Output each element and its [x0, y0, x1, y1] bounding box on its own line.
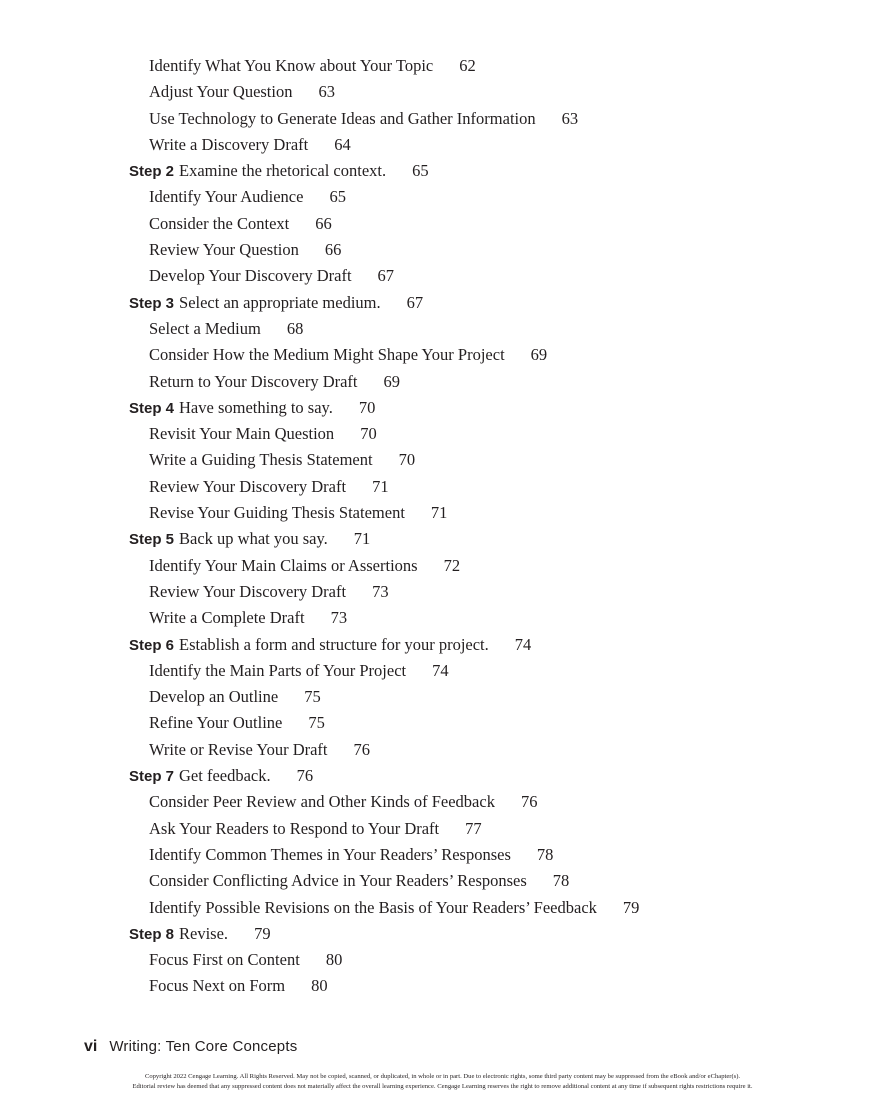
toc-entry [0, 710, 885, 736]
toc-entry [0, 684, 885, 710]
entry-title: Select an appropriate medium. [179, 292, 381, 312]
toc-entry [0, 553, 885, 579]
step-label: Step 6 [129, 636, 175, 654]
entry-title: Identify Your Main Claims or Assertions [149, 555, 418, 575]
toc-entry [0, 500, 885, 526]
table-of-contents [0, 53, 885, 1000]
toc-entry [0, 342, 885, 368]
entry-title: Select a Medium [149, 318, 261, 338]
entry-page-number: 79 [254, 923, 271, 943]
toc-entry [0, 184, 885, 210]
toc-step-entry [0, 395, 885, 421]
entry-page-number: 80 [311, 976, 328, 996]
toc-entry [0, 421, 885, 447]
entry-page-number: 65 [329, 187, 346, 207]
entry-page-number: 71 [430, 503, 448, 523]
entry-title: Identify Your Audience [149, 187, 304, 207]
toc-entry [0, 53, 885, 79]
entry-page-number: 75 [304, 687, 321, 707]
entry-title: Refine Your Outline [149, 713, 283, 733]
entry-page-number: 66 [315, 213, 332, 233]
entry-title: Revise. [179, 923, 229, 943]
toc-entry [0, 316, 885, 342]
entry-title: Get feedback. [179, 766, 271, 786]
page-footer [84, 1038, 297, 1056]
toc-entry [0, 132, 885, 158]
book-title: Writing: Ten Core Concepts [109, 1038, 298, 1055]
entry-page-number: 73 [330, 608, 348, 628]
entry-page-number: 64 [334, 134, 351, 154]
toc-entry [0, 737, 885, 763]
entry-page-number: 71 [353, 529, 371, 549]
entry-title: Back up what you say. [179, 529, 328, 549]
entry-page-number: 74 [514, 634, 532, 654]
step-label: Step 2 [129, 163, 175, 181]
entry-page-number: 76 [296, 766, 314, 786]
entry-page-number: 70 [358, 397, 376, 417]
entry-title: Write a Complete Draft [149, 608, 305, 628]
entry-page-number: 69 [383, 371, 401, 391]
entry-title: Return to Your Discovery Draft [149, 371, 358, 391]
entry-page-number: 76 [353, 739, 371, 759]
step-label: Step 5 [129, 531, 175, 549]
toc-entry [0, 106, 885, 132]
step-label: Step 3 [129, 294, 175, 312]
entry-page-number: 68 [286, 318, 304, 338]
toc-step-entry [0, 632, 885, 658]
step-label: Step 7 [129, 768, 175, 786]
step-label: Step 8 [129, 925, 175, 943]
entry-title: Review Your Discovery Draft [149, 581, 347, 601]
entry-page-number: 63 [561, 108, 579, 128]
entry-page-number: 79 [622, 897, 640, 917]
copyright-notice [0, 1072, 885, 1091]
entry-page-number: 78 [552, 871, 570, 891]
copyright-line: Copyright 2022 Cengage Learning. All Rights Reserved. May not be copied, scanned, or duplicated, in whole or in part. Due to electronic rights, some third party content may be suppressed from the eBook and/or eChapter(s). [144, 1073, 741, 1080]
toc-entry [0, 868, 885, 894]
entry-title: Use Technology to Generate Ideas and Gather Information [149, 108, 536, 128]
entry-page-number: 62 [459, 56, 476, 75]
entry-page-number: 65 [412, 161, 429, 181]
toc-entry [0, 605, 885, 631]
entry-page-number: 66 [324, 240, 342, 260]
entry-title: Consider the Context [149, 213, 290, 233]
toc-entry [0, 579, 885, 605]
toc-entry [0, 447, 885, 473]
toc-entry [0, 369, 885, 395]
entry-page-number: 73 [372, 581, 389, 601]
toc-entry [0, 237, 885, 263]
entry-page-number: 69 [530, 345, 548, 365]
toc-entry [0, 842, 885, 868]
entry-page-number: 63 [318, 82, 335, 102]
toc-step-entry [0, 290, 885, 316]
entry-title: Focus First on Content [149, 950, 300, 970]
entry-title: Review Your Discovery Draft [149, 476, 347, 496]
toc-entry [0, 658, 885, 684]
entry-page-number: 70 [398, 450, 416, 470]
entry-page-number: 76 [520, 792, 538, 812]
page-number: vi [84, 1038, 98, 1055]
entry-title: Have something to say. [179, 397, 333, 417]
toc-step-entry [0, 526, 885, 552]
entry-page-number: 77 [465, 818, 482, 838]
entry-title: Identify What You Know about Your Topic [149, 56, 434, 75]
toc-entry [0, 263, 885, 289]
toc-step-entry [0, 921, 885, 947]
entry-title: Write a Discovery Draft [149, 134, 309, 154]
entry-title: Develop an Outline [149, 687, 279, 707]
entry-page-number: 71 [372, 476, 389, 496]
entry-page-number: 80 [325, 950, 343, 970]
toc-entry [0, 79, 885, 105]
toc-step-entry [0, 763, 885, 789]
entry-title: Identify Common Themes in Your Readers’ Responses [149, 844, 511, 864]
entry-title: Write or Revise Your Draft [149, 739, 328, 759]
entry-title: Consider Conflicting Advice in Your Readers’ Responses [149, 871, 527, 891]
toc-entry [0, 816, 885, 842]
entry-title: Revise Your Guiding Thesis Statement [149, 503, 405, 523]
entry-title: Establish a form and structure for your project. [179, 634, 489, 654]
entry-title: Focus Next on Form [149, 976, 286, 996]
entry-page-number: 78 [536, 844, 554, 864]
entry-title: Adjust Your Question [149, 82, 293, 102]
toc-entry [0, 973, 885, 999]
entry-title: Ask Your Readers to Respond to Your Draft [149, 818, 440, 838]
toc-entry [0, 895, 885, 921]
entry-title: Identify Possible Revisions on the Basis of Your Readers’ Feedback [149, 897, 597, 917]
toc-entry [0, 474, 885, 500]
entry-title: Identify the Main Parts of Your Project [149, 660, 407, 680]
entry-page-number: 75 [308, 713, 325, 733]
entry-title: Revisit Your Main Question [149, 424, 335, 444]
entry-title: Examine the rhetorical context. [179, 161, 387, 181]
step-label: Step 4 [129, 399, 175, 417]
copyright-line: Editorial review has deemed that any suppressed content does not materially affect the overall learning experience. Cengage Learning reserves the right to remove additional content at any time if subsequent rights restrictions require it. [132, 1082, 753, 1090]
entry-title: Consider How the Medium Might Shape Your Project [149, 345, 505, 365]
entry-page-number: 70 [360, 424, 377, 444]
entry-page-number: 67 [406, 292, 424, 312]
toc-entry [0, 947, 885, 973]
entry-title: Develop Your Discovery Draft [149, 266, 352, 286]
toc-entry [0, 211, 885, 237]
entry-title: Write a Guiding Thesis Statement [149, 450, 373, 470]
entry-page-number: 74 [432, 660, 449, 680]
entry-title: Consider Peer Review and Other Kinds of Feedback [149, 792, 495, 812]
toc-step-entry [0, 158, 885, 184]
toc-entry [0, 789, 885, 815]
entry-title: Review Your Question [149, 240, 299, 260]
entry-page-number: 72 [443, 555, 461, 575]
entry-page-number: 67 [377, 266, 395, 286]
